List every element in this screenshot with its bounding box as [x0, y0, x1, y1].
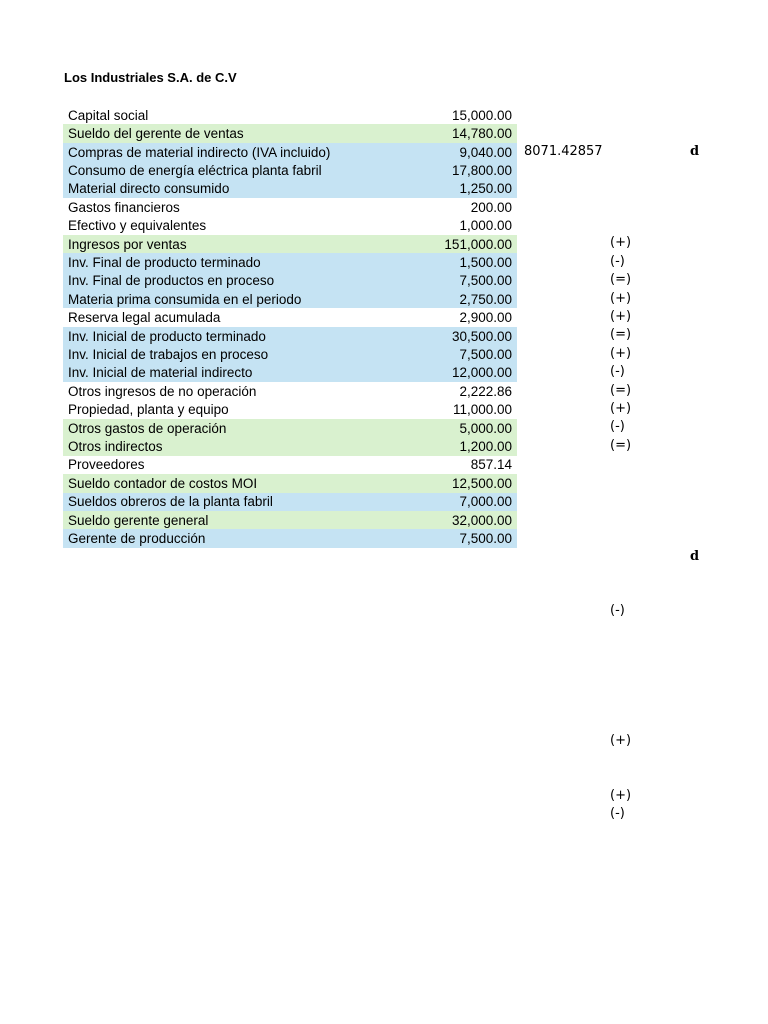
account-label: Gastos financieros: [68, 199, 180, 215]
operation-sign: (+): [610, 733, 632, 748]
account-amount: 1,250.00: [459, 181, 512, 197]
operation-sign: (=): [610, 327, 632, 342]
account-amount: 1,200.00: [459, 439, 512, 455]
account-label: Proveedores: [68, 457, 145, 473]
account-row: [63, 364, 517, 382]
account-amount: 151,000.00: [444, 236, 512, 252]
account-amount: 2,222.86: [459, 383, 512, 399]
account-label: Inv. Inicial de trabajos en proceso: [68, 346, 269, 362]
account-row: [63, 272, 517, 290]
account-label: Consumo de energía eléctrica planta fabril: [68, 162, 322, 178]
account-row: [63, 437, 517, 455]
account-row: [63, 216, 517, 234]
account-label: Capital social: [68, 107, 149, 123]
account-row: [63, 401, 517, 419]
operation-sign: (-): [610, 419, 625, 434]
account-row: [63, 493, 517, 511]
account-label: Inv. Final de producto terminado: [68, 254, 261, 270]
account-amount: 1,000.00: [459, 218, 512, 234]
account-amount: 11,000.00: [452, 402, 512, 418]
operation-sign: (+): [610, 235, 632, 250]
operation-sign: (=): [610, 383, 632, 398]
operation-sign: (+): [610, 788, 632, 803]
account-row: [63, 529, 517, 547]
account-amount: 5,000.00: [459, 420, 512, 436]
account-label: Propiedad, planta y equipo: [68, 402, 229, 418]
account-row: [63, 235, 517, 253]
account-amount: 32,000.00: [451, 512, 512, 528]
account-row: [63, 474, 517, 492]
account-label: Otros indirectos: [68, 439, 163, 455]
operation-sign: (-): [610, 364, 625, 379]
operation-sign: (-): [610, 603, 625, 618]
account-row: [63, 308, 517, 326]
account-label: Efectivo y equivalentes: [68, 218, 207, 234]
computed-value: 8071.42857: [524, 144, 603, 159]
account-row: [63, 419, 517, 437]
account-amount: 857.14: [470, 457, 512, 473]
account-label: Sueldo contador de costos MOI: [68, 475, 258, 491]
account-amount: 17,800.00: [451, 162, 512, 178]
operation-sign: (+): [610, 346, 632, 361]
account-amount: 9,040.00: [459, 144, 512, 160]
account-label: Material directo consumido: [68, 181, 230, 197]
account-label: Sueldos obreros de la planta fabril: [68, 494, 273, 510]
account-row: [63, 180, 517, 198]
account-row: [63, 253, 517, 271]
operation-sign: (+): [610, 401, 632, 416]
operation-sign: (-): [610, 806, 625, 821]
operation-sign: (=): [610, 438, 632, 453]
account-label: Compras de material indirecto (IVA incluido): [68, 144, 331, 160]
account-amount: 7,500.00: [459, 346, 512, 362]
account-amount: 7,000.00: [459, 494, 512, 510]
account-amount: 15,000.00: [451, 107, 512, 123]
account-label: Materia prima consumida en el periodo: [68, 291, 302, 307]
account-label: Inv. Inicial de material indirecto: [68, 365, 253, 381]
operation-sign: (-): [610, 254, 625, 269]
account-row: [63, 143, 517, 161]
account-label: Inv. Final de productos en proceso: [68, 273, 275, 289]
account-row: [63, 290, 517, 308]
account-row: [63, 124, 517, 142]
account-amount: 200.00: [470, 199, 512, 215]
account-label: Otros ingresos de no operación: [68, 383, 257, 399]
account-amount: 30,500.00: [451, 328, 512, 344]
account-amount: 2,750.00: [459, 291, 512, 307]
account-row: [63, 511, 517, 529]
account-label: Otros gastos de operación: [68, 420, 227, 436]
clipped-heading-fragment: d: [690, 549, 700, 564]
account-row: [63, 106, 517, 124]
account-label: Inv. Inicial de producto terminado: [68, 328, 266, 344]
account-label: Sueldo del gerente de ventas: [68, 126, 244, 142]
account-amount: 12,000.00: [451, 365, 512, 381]
account-row: [63, 345, 517, 363]
account-amount: 14,780.00: [451, 126, 512, 142]
company-title: Los Industriales S.A. de C.V: [64, 70, 237, 85]
operation-sign: (+): [610, 291, 632, 306]
account-list: [63, 106, 517, 548]
account-label: Reserva legal acumulada: [68, 310, 221, 326]
account-label: Sueldo gerente general: [68, 512, 209, 528]
account-amount: 12,500.00: [451, 475, 512, 491]
clipped-heading-fragment: d: [690, 144, 700, 159]
account-label: Gerente de producción: [68, 531, 206, 547]
operation-sign: (=): [610, 272, 632, 287]
account-row: [63, 198, 517, 216]
operation-sign: (+): [610, 309, 632, 324]
account-amount: 2,900.00: [459, 310, 512, 326]
account-amount: 1,500.00: [459, 254, 512, 270]
account-row: [63, 456, 517, 474]
account-amount: 7,500.00: [459, 273, 512, 289]
account-label: Ingresos por ventas: [68, 236, 187, 252]
account-row: [63, 161, 517, 179]
account-row: [63, 327, 517, 345]
account-row: [63, 382, 517, 400]
account-amount: 7,500.00: [459, 531, 512, 547]
